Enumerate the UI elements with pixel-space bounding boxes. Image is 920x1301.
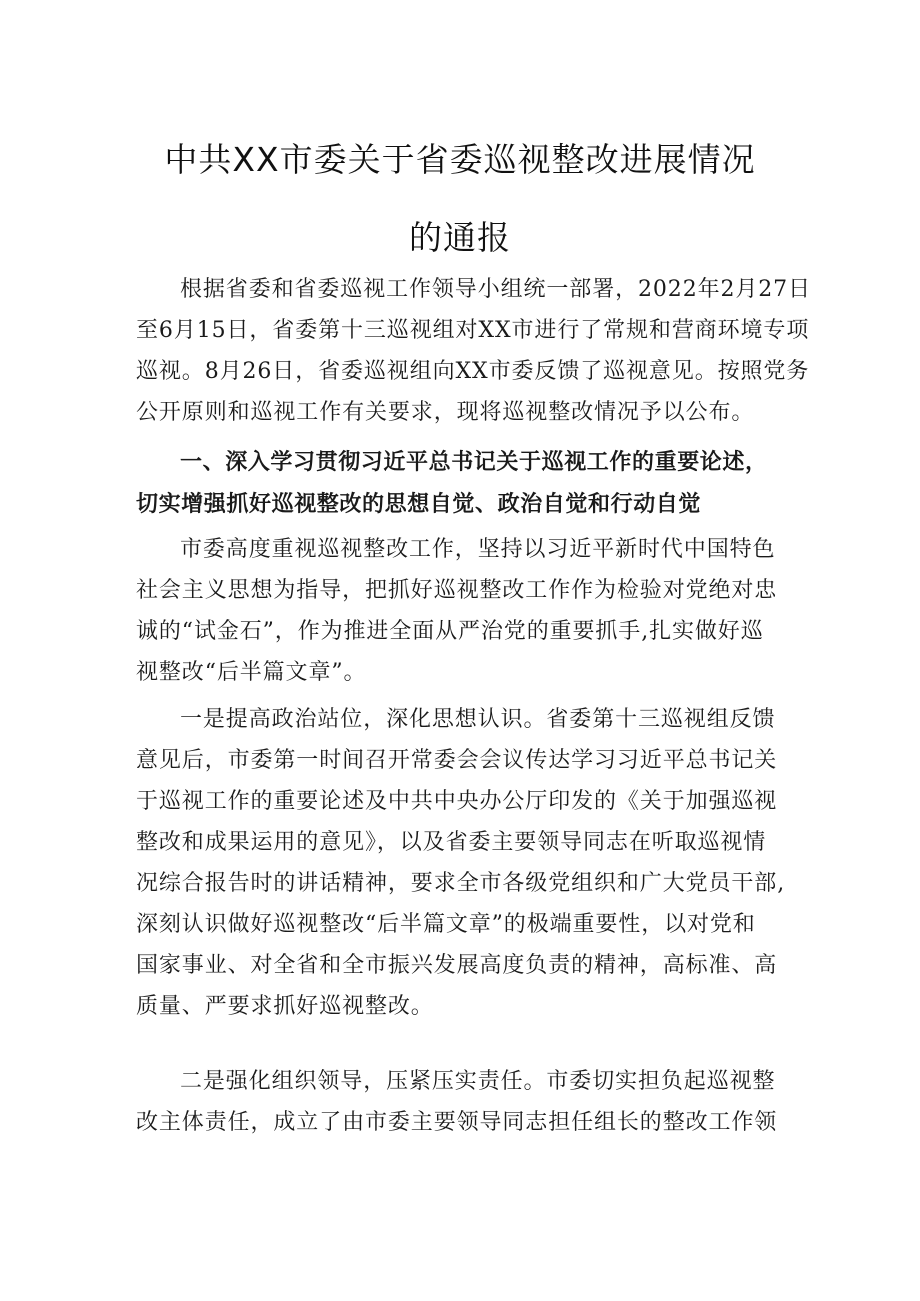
paragraph-line: 意见后，市委第一时间召开常委会会议传达学习习近平总书记关	[136, 748, 778, 773]
paragraph-line: 质量、严要求抓好巡视整改。	[136, 994, 434, 1019]
paragraph-line: 一是提高政治站位，深化思想认识。省委第十三巡视组反馈	[180, 707, 776, 732]
section-heading-line: 一、深入学习贯彻习近平总书记关于巡视工作的重要论述，	[180, 450, 768, 475]
paragraph-line: 整改和成果运用的意见》，以及省委主要领导同志在听取巡视情	[136, 830, 767, 855]
intro-line: 巡视。8月26日，省委巡视组向XX市委反馈了巡视意见。按照党务	[136, 359, 810, 384]
paragraph-line: 改主体责任，成立了由市委主要领导同志担任组长的整改工作领	[136, 1110, 778, 1135]
intro-line: 公开原则和巡视工作有关要求，现将巡视整改情况予以公布。	[136, 400, 755, 425]
paragraph-line: 况综合报告时的讲话精神，要求全市各级党组织和广大党员干部,	[136, 871, 786, 896]
document-title-line-2: 的通报	[409, 218, 511, 257]
paragraph-line: 深刻认识做好巡视整改“后半篇文章”的极端重要性，以对党和	[136, 912, 756, 937]
document-title-line-1: 中共XX市委关于省委巡视整改进展情况	[164, 140, 756, 179]
paragraph-line: 于巡视工作的重要论述及中共中央办公厅印发的《关于加强巡视	[136, 789, 778, 814]
paragraph-line: 国家事业、对全省和全市振兴发展高度负责的精神，高标准、高	[136, 953, 778, 978]
paragraph-line: 二是强化组织领导，压紧压实责任。市委切实担负起巡视整	[180, 1069, 776, 1094]
paragraph-line: 视整改“后半篇文章”。	[136, 660, 367, 685]
paragraph-line: 诚的“试金石”，作为推进全面从严治党的重要抓手,扎实做好巡	[136, 619, 764, 644]
intro-line: 根据省委和省委巡视工作领导小组统一部署，2022年2月27日	[180, 277, 811, 302]
paragraph-line: 社会主义思想为指导，把抓好巡视整改工作作为检验对党绝对忠	[136, 578, 778, 603]
paragraph-line: 市委高度重视巡视整改工作，坚持以习近平新时代中国特色	[180, 537, 776, 562]
section-heading-line: 切实增强抓好巡视整改的思想自觉、政治自觉和行动自觉	[136, 492, 702, 517]
intro-line: 至6月15日，省委第十三巡视组对XX市进行了常规和营商环境专项	[136, 318, 810, 343]
